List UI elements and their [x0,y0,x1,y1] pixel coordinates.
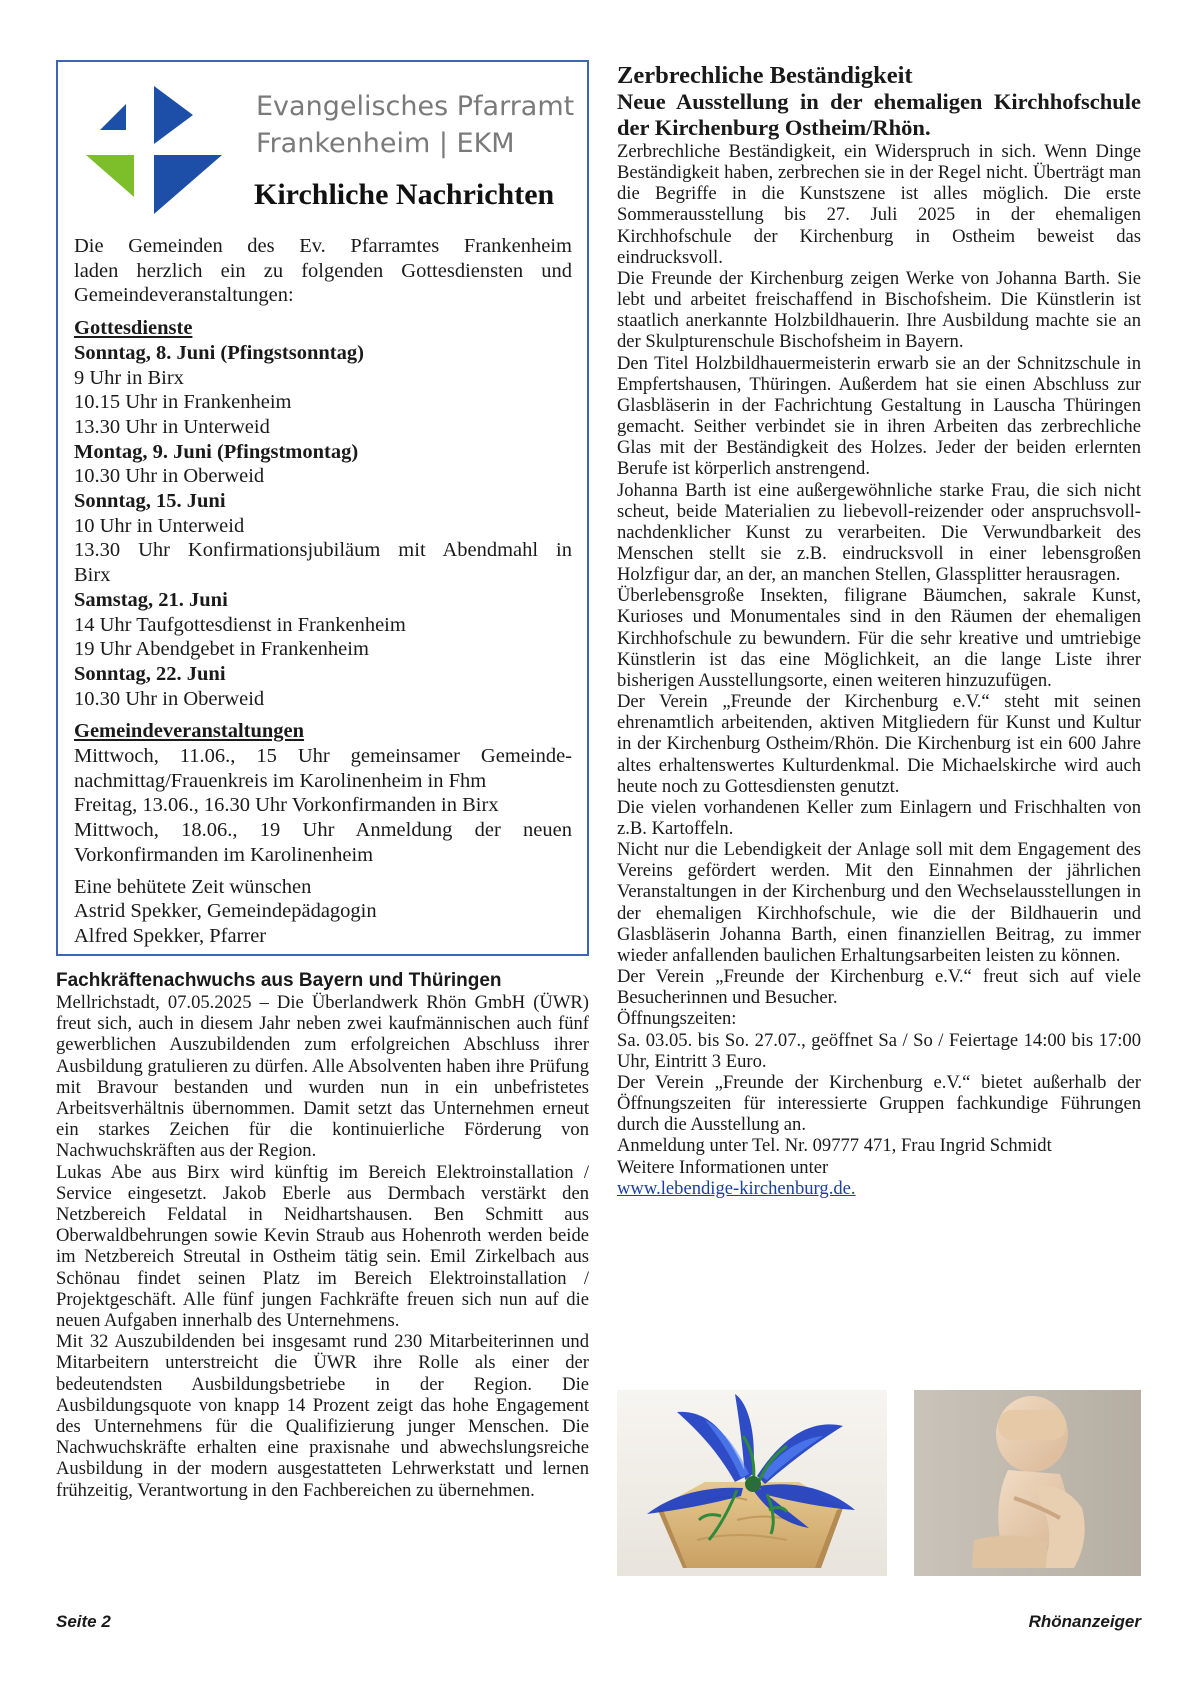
article-paragraph: Der Verein „Freunde der Kirchenburg e.V.“ steht mit seinen ehrenamtlich arbeitenden, aktiven Mitgliedern für Kunst und Kultur in der Kirchenburg Ostheim/Rhön. Die Kirchenburg ist ein 600 Jahre altes erhaltenswertes Kulturdenkmal. Die Michaelskirche wird auch heute noch zu Gottesdiensten genutzt. [617,691,1141,797]
intro-line: Die Gemeinden des Ev. Pfarramtes Frankenheim [74,235,572,257]
article-paragraph: Der Verein „Freunde der Kirchenburg e.V.“ freut sich auf viele Besucherinnen und Besucher. [617,966,1141,1009]
service-day: Montag, 9. Juni (Pfingstmontag) [74,440,359,463]
opening-hours-heading: Öffnungszeiten: [617,1008,737,1030]
service-item: 19 Uhr Abendgebet in Frankenheim [74,638,369,661]
website-link[interactable]: www.lebendige-kirchenburg.de. [617,1177,856,1199]
uewr-article-title: Fachkräftenachwuchs aus Bayern und Thüringen [56,970,502,991]
service-day: Sonntag, 8. Juni (Pfingstsonntag) [74,341,364,364]
service-day: Sonntag, 15. Juni [74,490,226,513]
page-number: Seite 2 [56,1612,111,1631]
article-paragraph: Mellrichstadt, 07.05.2025 – Die Überlandwerk Rhön GmbH (ÜWR) freut sich, auch in diesem Jahr neben zwei kaufmännischen auch fünf gewerblichen Auszubildenden zum erfolgreichen Abschluss ihrer Ausbildung gratulieren zu dürfen. Alle Absolventen haben ihre Prüfung mit Bravour bestanden und wurden nun in ein unbefristetes Arbeitsverhältnis übernommen. Damit setzt das Unternehmen erneut ein starkes Zeichen für die kontinuierliche Förderung von Nachwuchskräften aus der Region. [56,992,589,1162]
church-name-line2: Frankenheim | EKM [256,128,515,159]
exhibition-article [617,62,1141,1199]
opening-hours: Sa. 03.05. bis So. 27.07., geöffnet Sa / So / Feiertage 14:00 bis 17:00 Uhr, Eintritt 3 Euro. [617,1029,1141,1072]
closing-line: Alfred Spekker, Pfarrer [74,924,267,947]
article-paragraph: Die vielen vorhandenen Keller zum Einlagern und Frischhalten von z.B. Kartoffeln. [617,796,1141,839]
event-line: nachmittag/Frauenkreis im Karolinenheim in Fhm [74,769,487,792]
contact-line: Anmeldung unter Tel. Nr. 09777 471, Frau Ingrid Schmidt [617,1135,1052,1157]
intro-line: laden herzlich ein zu folgenden Gottesdiensten und [74,259,572,282]
publication-name: Rhönanzeiger [1028,1612,1141,1631]
article-paragraph: Johanna Barth ist eine außergewöhnliche starke Frau, die sich nicht scheut, beide Materialien zu liebevoll-reizender oder anspruchsvoll-nachdenklicher Kunst zu verarbeiten. Die Verwundbarkeit des Menschen stellt sie z.B. eindrucksvoll in einer lebensgroßen Holzfigur dar, an der, an manchen Stellen, Glassplitter herausragen. [617,479,1141,586]
event-line: Vorkonfirmanden im Karolinenheim [74,843,374,866]
uewr-article-body [56,992,589,1501]
church-cross-logo [86,86,226,232]
exhibition-body [617,141,1141,1199]
church-name [256,88,574,162]
service-item: 10.30 Uhr in Oberweid [74,687,265,710]
service-item: 10 Uhr in Unterweid [74,514,245,537]
service-item: Birx [74,564,111,587]
service-day: Sonntag, 22. Juni [74,662,226,685]
service-item: 10.15 Uhr in Frankenheim [74,391,292,414]
events-heading: Gemeindeveranstaltungen [74,720,305,743]
article-paragraph: Die Freunde der Kirchenburg zeigen Werke von Johanna Barth. Sie lebt und arbeitet freischaffend in Bischofsheim. Die Künstlerin ist staatlich anerkannte Holzbildhauerin. Ihre Ausbildung machte sie an der Skulpturenschule Bischofsheim in Bayern. [617,267,1141,353]
article-paragraph: Nicht nur die Lebendigkeit der Anlage soll mit dem Engagement des Vereins gefördert werden. Mit den Einnahmen der jährlichen Veranstaltungen in der Kirchenburg und den Wechselausstellungen in der ehemaligen Kirchhofschule, wie die der Bildhauerin und Glasbläserin Johanna Barth, einen finanziellen Beitrag, zu immer wieder anfallenden baulichen Erhaltungsarbeiten leisten zu können. [617,839,1141,966]
article-paragraph: Lukas Abe aus Birx wird künftig im Bereich Elektroinstallation / Service eingesetzt. Jakob Eberle aus Dermbach verstärkt den Netzbereich Feldatal in Neidhartshausen. Ben Schmitt aus Oberwaldbehrungen sowie Kevin Straub aus Hohenroth werden beide im Netzbereich Streutal in Ostheim tätig sein. Emil Zirkelbach aus Schönau findet seinen Platz im Bereich Elektroinstallation / Projektgeschäft. Alle fünf jungen Fachkräfte freuen sich nun auf die neuen Aufgaben innerhalb des Unternehmens. [56,1161,589,1332]
event-line: Mittwoch, 18.06., 19 Uhr Anmeldung der neuen [74,819,572,842]
services-heading: Gottesdienste [74,317,193,340]
left-column [56,60,589,1501]
church-news-box [56,60,589,956]
church-heading: Kirchliche Nachrichten [254,178,555,211]
exhibition-photos [617,1390,1141,1576]
exhibition-subtitle: Neue Ausstellung in der ehemaligen Kirchhofschule der Kirchenburg Ostheim/Rhön. [617,89,1141,140]
service-item: 9 Uhr in Birx [74,366,184,389]
article-paragraph: Zerbrechliche Beständigkeit, ein Widerspruch in sich. Wenn Dinge Beständigkeit haben, zerbrechen sie in der Regel nicht. Überträgt man die Begriffe in die Kunstszene ist alles möglich. Die erste Sommerausstellung bis 27. Juli 2025 in der ehemaligen Kirchhofschule der Kirchenburg in Ostheim beweist das eindrucksvoll. [617,141,1141,268]
service-item: 10.30 Uhr in Oberweid [74,465,265,488]
more-info-line: Weitere Informationen unter [617,1156,829,1178]
article-paragraph: Überlebensgroße Insekten, filigrane Bäumchen, sakrale Kunst, Kurioses und Monumentales sind in den Räumen der ehemaligen Kirchhofschule zu bewundern. Für die sehr kreative und umtriebige Künstlerin ist das eine Möglichkeit, an die lange Liste ihrer bisherigen Ausstellungsorte, einen weiteren hinzuzufügen. [617,585,1141,691]
service-item: 13.30 Uhr Konfirmationsjubiläum mit Abendmahl in [74,539,572,562]
wooden-figure-photo [914,1390,1141,1576]
article-paragraph: Der Verein „Freunde der Kirchenburg e.V.“ bietet außerhalb der Öffnungszeiten für interessierte Gruppen fachkundige Führungen durch die Ausstellung an. [617,1071,1141,1136]
event-line: Mittwoch, 11.06., 15 Uhr gemeinsamer Gemeinde- [74,745,572,768]
exhibition-title: Zerbrechliche Beständigkeit [617,62,913,89]
event-line: Freitag, 13.06., 16.30 Uhr Vorkonfirmanden in Birx [74,794,499,817]
church-name-line1: Evangelisches Pfarramt [256,91,575,122]
article-paragraph: Den Titel Holzbildhauermeisterin erwarb sie an der Schnitzschule in Empfertshausen, Thüringen. Außerdem hat sie einen Abschluss zur Glasbläserin in der Fachrichtung Gestaltung in Lauscha Thüringen gemacht. Seither verbindet sie in ihren Arbeiten das zerbrechliche Glas mit der Beständigkeit des Holzes. Jeder der beiden erlernten Berufe ist körperlich anstrengend. [617,352,1141,480]
uewr-article [56,970,589,1501]
closing-line: Astrid Spekker, Gemeindepädagogin [74,900,377,923]
intro-line: Gemeindeveranstaltungen: [74,284,294,307]
service-item: 14 Uhr Taufgottesdienst in Frankenheim [74,613,406,636]
article-paragraph: Mit 32 Auszubildenden bei insgesamt rund 230 Mitarbeiterinnen und Mitarbeitern unterstreicht die ÜWR ihre Rolle als einer der bedeutendsten Ausbildungsbetriebe in der Region. Die Ausbildungsquote von knapp 14 Prozent zeigt das hohe Engagement des Unternehmens für die Qualifizierung junger Menschen. Die Nachwuchskräfte erhalten eine praxisnahe und abwechslungsreiche Ausbildung in der modern ausgestatteten Lehrwerkstatt und lernen frühzeitig, Verantwortung in den Fachbereichen zu übernehmen. [56,1331,589,1501]
closing-line: Eine behütete Zeit wünschen [74,875,312,898]
glass-flower-photo [617,1390,887,1576]
service-day: Samstag, 21. Juni [74,588,228,611]
church-body [74,234,572,949]
service-item: 13.30 Uhr in Unterweid [74,415,270,438]
